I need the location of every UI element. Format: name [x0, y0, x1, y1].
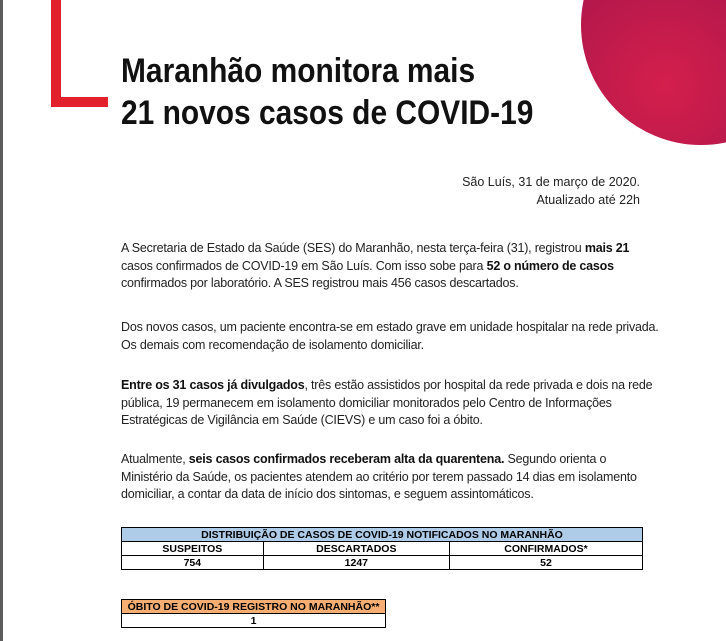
column-header-descartados: DESCARTADOS: [263, 542, 449, 556]
paragraph-2: Dos novos casos, um paciente encontra-se em estado grave em unidade hospitalar na rede privada. Os demais com recomendação de isolamento domiciliar.: [121, 320, 659, 352]
paragraph-3: Entre os 31 casos já divulgados, três estão assistidos por hospital da rede privada e dois na rede pública, 19 permanecem em isolamento domiciliar monitorados pelo Centro de Informações Estratégicas de Vigilância em Saúde (CIEVS) e um caso foi a óbito.: [121, 378, 653, 427]
deaths-table: [121, 599, 386, 628]
headline-line-1: Maranhão monitora mais: [121, 52, 476, 90]
headline-line-2: 21 novos casos de COVID-19: [121, 94, 534, 132]
cases-table-title: DISTRIBUIÇÃO DE CASOS DE COVID-19 NOTIFICADOS NO MARANHÃO: [122, 528, 643, 542]
emphasis-52-casos: 52 o número de casos: [486, 258, 614, 273]
red-accent-bar-vertical: [51, 0, 61, 107]
headline: [121, 50, 533, 134]
value-confirmados: 52: [449, 556, 642, 570]
place-date: São Luís, 31 de março de 2020.: [462, 175, 640, 189]
column-header-confirmados: CONFIRMADOS*: [449, 542, 642, 556]
updated-time: Atualizado até 22h: [536, 193, 640, 207]
emphasis-mais-21: mais 21: [584, 241, 630, 255]
red-accent-bar-horizontal: [51, 97, 108, 107]
cases-distribution-table: [121, 527, 643, 570]
dateline: [462, 173, 640, 209]
paragraph-1: A Secretaria de Estado da Saúde (SES) do Maranhão, nesta terça-feira (31), registrou mais 21 casos confirmados de COVID-19 em São Luís. Com isso sobe para 52 o número de casos confirmados por laboratório. A SES registrou mais 456 casos descartados.: [121, 241, 630, 290]
emphasis-31-casos: Entre os 31 casos já divulgados: [121, 378, 305, 392]
paragraph-4: Atualmente, seis casos confirmados receberam alta da quarentena. Segundo orienta o Ministério da Saúde, os pacientes atendem ao critério por terem passado 14 dias em isolamento domiciliar, a contar da data de início dos sintomas, e seguem assintomáticos.: [121, 452, 637, 501]
value-suspeitos: 754: [122, 556, 264, 570]
emphasis-alta-quarentena: seis casos confirmados receberam alta da quarentena.: [188, 452, 505, 466]
column-header-suspeitos: SUSPEITOS: [122, 542, 264, 556]
decorative-corner-circle: [581, 0, 726, 145]
document-page: [3, 0, 726, 641]
value-descartados: 1247: [263, 556, 449, 570]
value-obitos: 1: [122, 614, 386, 628]
deaths-table-title: ÓBITO DE COVID-19 REGISTRO NO MARANHÃO**: [122, 600, 386, 614]
